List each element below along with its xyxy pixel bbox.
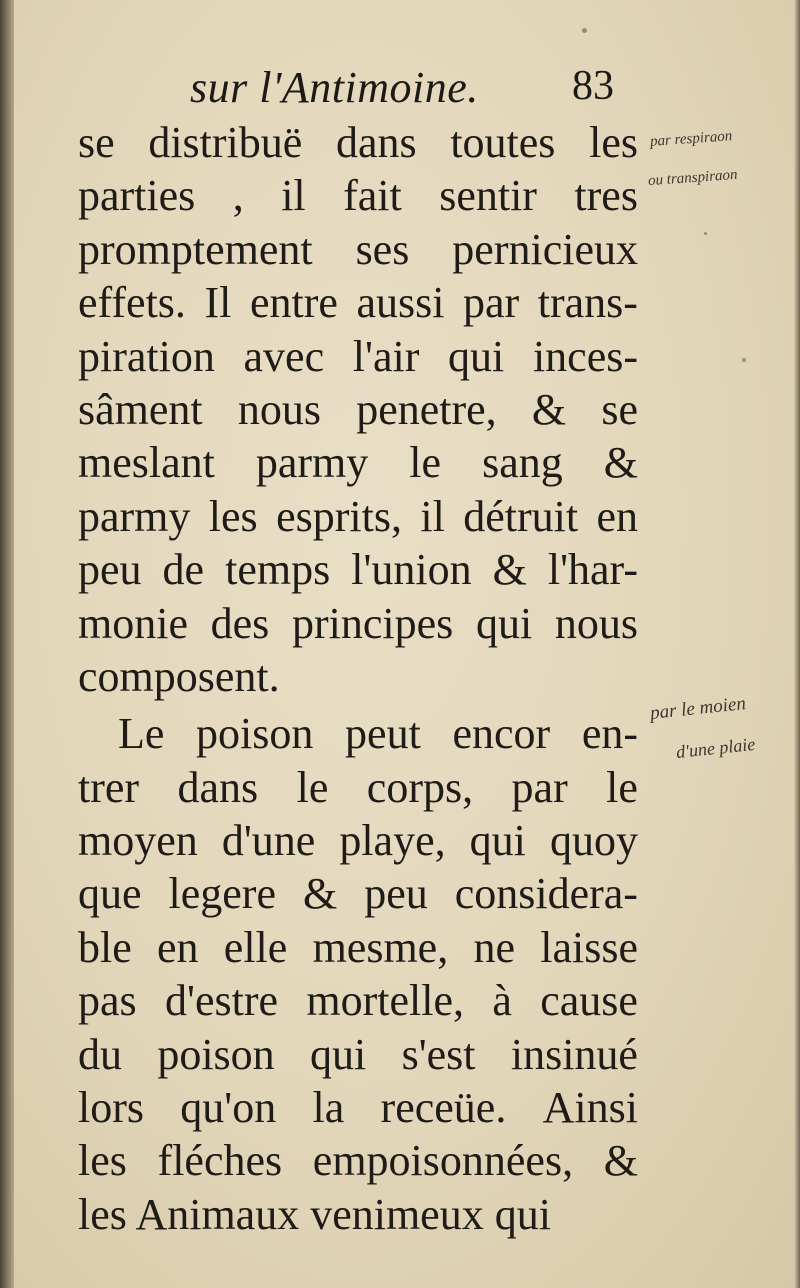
text-line: peu de temps l'union & l'har- [78,545,638,595]
page-edge [794,0,800,1288]
text-line: parties , il fait sentir tres [78,171,638,221]
text-line: pas d'estre mortelle, à cause [78,976,638,1026]
text-line: que legere & peu considera- [78,869,638,919]
marginal-note: par respiraon [649,128,733,150]
paper-speck [704,232,707,235]
paper-speck [742,358,746,362]
text-line: ble en elle mesme, ne laisse [78,922,638,972]
marginal-note: par le moien [649,693,747,724]
marginal-note: ou transpiraon [647,166,739,190]
text-line: les Animaux venimeux qui [78,1189,551,1239]
running-title: sur l'Antimoine. [190,63,479,112]
paragraph-start-line: Le poison peut encor en- [118,709,638,759]
page-header [0,62,800,122]
text-line: parmy les esprits, il détruit en [78,491,638,541]
text-line: se distribuë dans toutes les [78,118,638,167]
text-line: du poison qui s'est insinué [78,1029,638,1079]
text-line: sâment nous penetre, & se [78,384,638,434]
text-line: composent. [78,651,280,701]
text-line: moyen d'une playe, qui quoy [78,816,638,866]
text-line: meslant parmy le sang & [78,438,638,488]
text-line: monie des principes qui nous [78,598,638,648]
text-line: lors qu'on la receüe. Ainsi [78,1083,638,1133]
text-line: piration avec l'air qui inces- [78,331,638,381]
text-line: effets. Il entre aussi par trans- [78,278,638,328]
paper-speck [582,28,587,33]
text-line: les fléches empoisonnées, & [78,1136,638,1186]
marginal-note: d'une plaie [675,733,757,763]
text-line: trer dans le corps, par le [78,762,638,812]
text-line: promptement ses pernicieux [78,224,638,274]
page-gutter [0,0,14,1288]
body-text [78,116,638,1241]
page-number: 83 [572,63,614,109]
